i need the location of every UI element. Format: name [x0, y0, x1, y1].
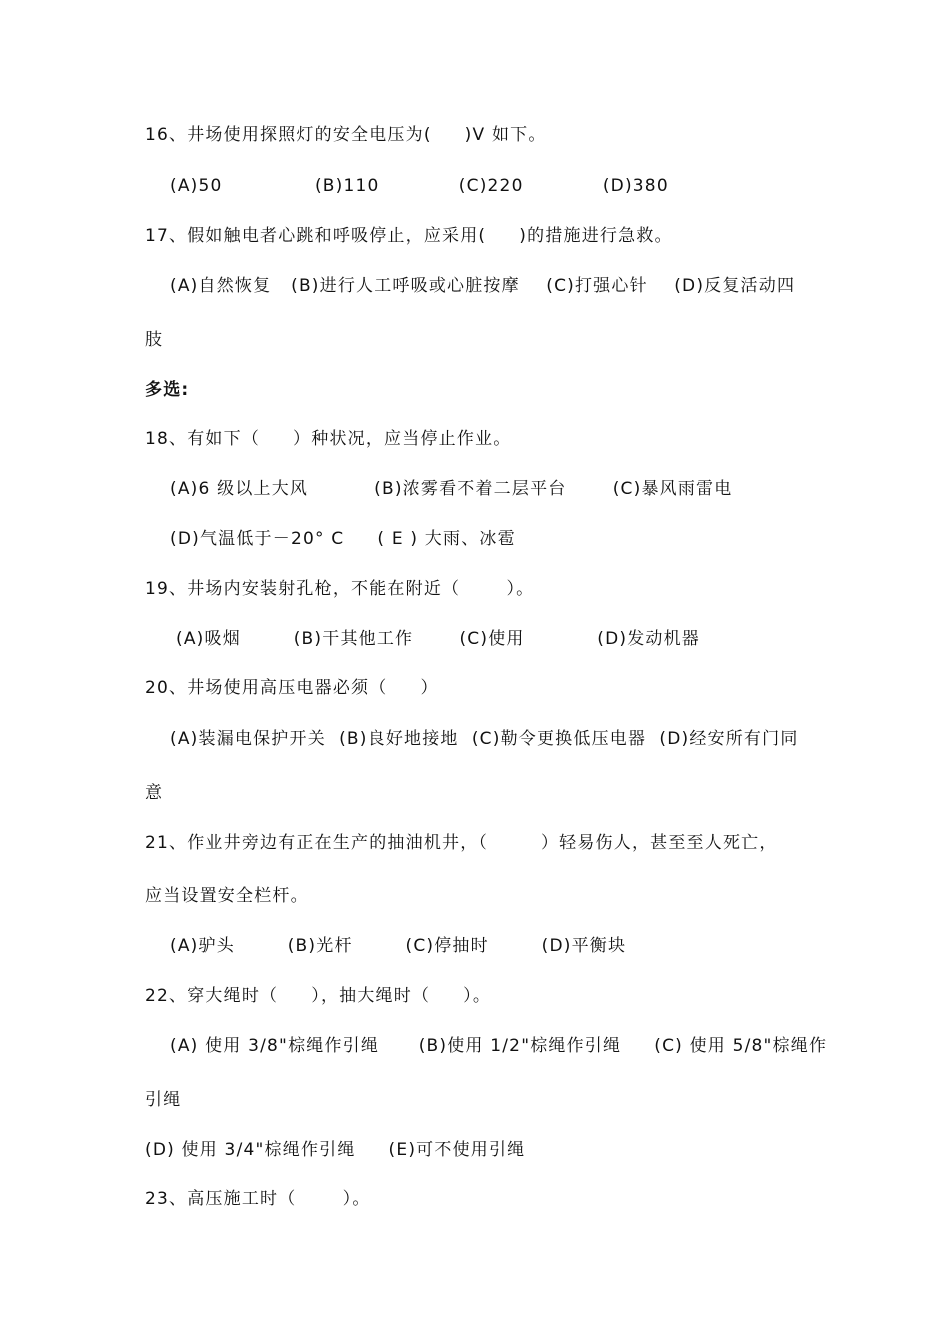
- question-22-options-1: (A) 使用 3/8"棕绳作引绳 (B)使用 1/2"棕绳作引绳 (C) 使用 5/8"棕绳作: [170, 1036, 828, 1056]
- question-18: 18、有如下（ ）种状况，应当停止作业。: [145, 429, 512, 449]
- question-20-options-cont: 意: [145, 783, 164, 803]
- question-20: 20、井场使用高压电器必须（ ）: [145, 678, 439, 698]
- question-21: 21、作业井旁边有正在生产的抽油机井，（ ）轻易伤人，甚至至人死亡，: [145, 833, 778, 853]
- question-17: 17、假如触电者心跳和呼吸停止，应采用( )的措施进行急救。: [145, 226, 673, 246]
- question-22-options-1-cont: 引绳: [145, 1090, 182, 1110]
- question-16-options: (A)50 (B)110 (C)220 (D)380: [170, 176, 669, 196]
- question-19-options: (A)吸烟 (B)干其他工作 (C)使用 (D)发动机器: [176, 629, 701, 649]
- question-17-options-cont: 肢: [145, 330, 164, 350]
- question-20-options: (A)装漏电保护开关 (B)良好地接地 (C)勒令更换低压电器 (D)经安所有门同: [170, 729, 799, 749]
- question-17-options: (A)自然恢复 (B)进行人工呼吸或心脏按摩 (C)打强心针 (D)反复活动四: [170, 276, 796, 296]
- question-16: 16、井场使用探照灯的安全电压为( )V 如下。: [145, 125, 547, 145]
- question-22: 22、穿大绳时（ ），抽大绳时（ ）。: [145, 986, 492, 1006]
- question-23: 23、高压施工时（ ）。: [145, 1189, 371, 1209]
- question-18-options-1: (A)6 级以上大风 (B)浓雾看不着二层平台 (C)暴风雨雷电: [170, 479, 733, 499]
- question-21-options: (A)驴头 (B)光杆 (C)停抽时 (D)平衡块: [170, 936, 627, 956]
- section-heading-multiple-choice: 多选:: [145, 380, 190, 400]
- question-18-options-2: (D)气温低于－20° C ( E ) 大雨、冰雹: [170, 529, 516, 549]
- question-19: 19、井场内安装射孔枪，不能在附近（ ）。: [145, 579, 535, 599]
- question-22-options-2: (D) 使用 3/4"棕绳作引绳 (E)可不使用引绳: [145, 1140, 526, 1160]
- question-21-cont: 应当设置安全栏杆。: [145, 886, 309, 906]
